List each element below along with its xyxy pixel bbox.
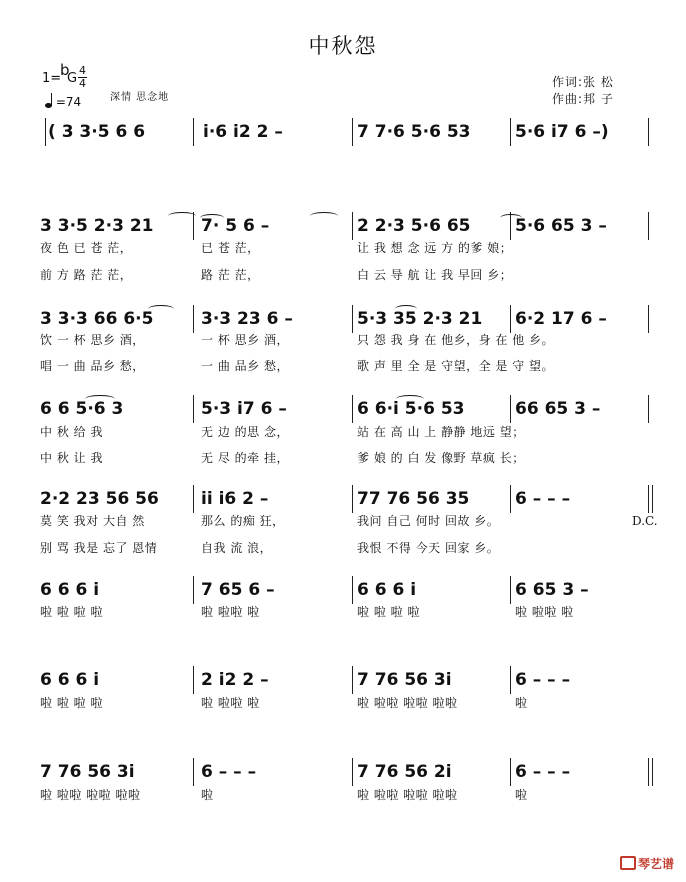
bar-line xyxy=(352,395,353,423)
bar-line xyxy=(648,758,649,786)
notation-row xyxy=(40,399,660,423)
lyric-segment: 啦 啦啦 啦 xyxy=(515,605,574,619)
bar-line xyxy=(510,118,511,146)
measure-notes: 7 76 56 3i xyxy=(357,670,452,690)
bar-line xyxy=(193,485,194,513)
notation-row xyxy=(40,670,660,694)
bar-line xyxy=(193,118,194,146)
lyric-segment: 啦 啦啦 啦啦 啦啦 xyxy=(357,788,458,802)
notation-row xyxy=(40,122,660,146)
lyric-segment: 啦 啦啦 啦 xyxy=(201,605,260,619)
measure-notes: ( 3 3·5 6 6 xyxy=(48,122,146,142)
lyric-segment: 中 秋 让 我 xyxy=(40,451,103,465)
lyric-segment: 啦 啦 啦 啦 xyxy=(357,605,420,619)
measure-notes: 2 2·3 5·6 65 xyxy=(357,216,471,236)
bar-line xyxy=(352,666,353,694)
lyric-segment: 无 边 的思 念， xyxy=(201,425,289,439)
bar-line xyxy=(352,758,353,786)
slur-mark xyxy=(168,212,196,220)
time-signature xyxy=(78,65,87,90)
key-letter: G xyxy=(67,71,78,86)
notation-row xyxy=(40,580,660,604)
measure-notes: 2 i2 2 – xyxy=(201,670,269,690)
measure-notes: 6 – – – xyxy=(201,762,257,782)
lyric-segment: 我问 自己 何时 回故 乡。 xyxy=(357,514,500,528)
measure-notes: 6·2 17 6 – xyxy=(515,309,607,329)
notation-row xyxy=(40,762,660,786)
bar-line xyxy=(510,758,511,786)
lyric-segment: 啦 啦 啦 啦 xyxy=(40,605,103,619)
measure-notes: i·6 i2 2 – xyxy=(203,122,283,142)
bar-line xyxy=(510,305,511,333)
lyric-segment: 一 杯 思乡 酒， xyxy=(201,333,289,347)
bar-line xyxy=(510,576,511,604)
expression-marking: 深情 思念地 xyxy=(110,92,170,103)
measure-notes: 6 6 6 i xyxy=(357,580,417,600)
lyric-segment: 自我 流 浪， xyxy=(201,541,273,555)
watermark-logo xyxy=(620,855,674,872)
lyric-segment: 中 秋 给 我 xyxy=(40,425,103,439)
lyric-segment: 夜 色 已 苍 茫， xyxy=(40,241,133,255)
lyric-segment: 莫 笑 我对 大自 然 xyxy=(40,514,145,528)
measure-notes: 6 6 6 i xyxy=(40,670,100,690)
bar-line xyxy=(648,485,649,513)
measure-notes: 6 6 5·6 3 xyxy=(40,399,124,419)
bar-line xyxy=(648,305,649,333)
lyric-segment: 站 在 高 山 上 静静 地远 望； xyxy=(357,425,525,439)
measure-notes: 5·3 i7 6 – xyxy=(201,399,287,419)
measure-notes: 3 3·5 2·3 21 xyxy=(40,216,154,236)
lyric-segment: 饮 一 杯 思乡 酒， xyxy=(40,333,145,347)
tempo-value: =74 xyxy=(55,95,82,109)
bar-line xyxy=(510,395,511,423)
bar-line xyxy=(510,666,511,694)
lyric-segment: 一 曲 品乡 愁， xyxy=(201,359,289,373)
time-signature-top: 4 xyxy=(79,64,86,77)
bar-line xyxy=(352,576,353,604)
notation-row xyxy=(40,489,660,513)
bar-line xyxy=(193,395,194,423)
bar-line xyxy=(352,118,353,146)
bar-line xyxy=(648,395,649,423)
measure-notes: 6 – – – xyxy=(515,762,571,782)
measure-notes: 3·3 23 6 – xyxy=(201,309,293,329)
slur-mark xyxy=(395,305,417,313)
bar-line xyxy=(352,485,353,513)
notation-row xyxy=(40,309,660,333)
lyric-segment: 啦 啦啦 啦 xyxy=(201,696,260,710)
measure-notes: 5·3 35 2·3 21 xyxy=(357,309,483,329)
measure-notes: 7 76 56 3i xyxy=(40,762,135,782)
lyric-segment: 啦 xyxy=(515,788,528,802)
measure-notes: 66 65 3 – xyxy=(515,399,601,419)
measure-notes: 2·2 23 56 56 xyxy=(40,489,159,509)
measure-notes: 3 3·3 66 6·5 xyxy=(40,309,154,329)
slur-mark xyxy=(85,395,115,403)
lyricist-credit: 作词:张 松 xyxy=(552,75,614,89)
bar-line xyxy=(652,485,653,513)
measure-notes: ii i6 2 – xyxy=(201,489,269,509)
lyric-segment: 啦 啦啦 啦啦 啦啦 xyxy=(357,696,458,710)
slur-mark xyxy=(396,395,424,403)
lyric-segment: 前 方 路 茫 茫， xyxy=(40,268,133,282)
lyric-segment: 啦 xyxy=(515,696,528,710)
measure-notes: 6 – – – xyxy=(515,489,571,509)
bar-line xyxy=(193,576,194,604)
lyric-segment: 我恨 不得 今天 回家 乡。 xyxy=(357,541,500,555)
lyric-segment: 歌 声 里 全 是 守望，全 是 守 望。 xyxy=(357,359,555,373)
measure-notes: 5·6 65 3 – xyxy=(515,216,607,236)
bar-line xyxy=(352,212,353,240)
lyric-segment: 唱 一 曲 品乡 愁， xyxy=(40,359,145,373)
measure-notes: 6 – – – xyxy=(515,670,571,690)
lyric-segment: 已 苍 茫， xyxy=(201,241,260,255)
lyric-segment: 啦 xyxy=(201,788,214,802)
logo-icon xyxy=(620,856,636,870)
measure-notes: 5·6 i7 6 –) xyxy=(515,122,609,142)
lyric-segment: 爹 娘 的 白 发 像野 草疯 长； xyxy=(357,451,525,465)
bar-line xyxy=(193,305,194,333)
lyric-segment: 啦 啦 啦 啦 xyxy=(40,696,103,710)
bar-line xyxy=(352,305,353,333)
lyric-segment: 白 云 导 航 让 我 早回 乡； xyxy=(357,268,513,282)
bar-line xyxy=(510,485,511,513)
bar-line xyxy=(45,118,46,146)
bar-line xyxy=(652,758,653,786)
lyric-segment: 啦 啦啦 啦啦 啦啦 xyxy=(40,788,141,802)
slur-mark xyxy=(200,214,224,222)
measure-notes: 7 76 56 2i xyxy=(357,762,452,782)
measure-notes: 7 7·6 5·6 53 xyxy=(357,122,471,142)
measure-notes: 77 76 56 35 xyxy=(357,489,470,509)
tempo-marking xyxy=(45,95,81,109)
watermark-text: 琴艺谱 xyxy=(638,857,675,871)
bar-line xyxy=(648,212,649,240)
bar-line xyxy=(193,666,194,694)
key-prefix: 1= xyxy=(42,71,62,86)
notation-row xyxy=(40,216,660,240)
measure-notes: 7 65 6 – xyxy=(201,580,275,600)
lyric-segment: 无 尽 的牵 挂， xyxy=(201,451,289,465)
measure-notes: 6 6·i 5·6 53 xyxy=(357,399,465,419)
quarter-note-icon xyxy=(45,103,52,108)
lyric-segment: 只 怨 我 身 在 他乡，身 在 他 乡。 xyxy=(357,333,555,347)
composer-credit: 作曲:邦 子 xyxy=(552,92,614,106)
measure-notes: 6 65 3 – xyxy=(515,580,589,600)
lyric-segment: 那么 的痴 狂， xyxy=(201,514,285,528)
time-signature-bottom: 4 xyxy=(79,77,86,90)
slur-mark xyxy=(310,212,338,220)
bar-line xyxy=(193,758,194,786)
measure-notes: 6 6 6 i xyxy=(40,580,100,600)
song-title: 中秋怨 xyxy=(308,34,378,58)
lyric-segment: 路 茫 茫， xyxy=(201,268,260,282)
dc-marking: D.C. xyxy=(632,514,658,528)
slur-mark xyxy=(148,305,174,313)
slur-mark xyxy=(500,214,522,222)
flat-sign: b xyxy=(60,61,70,79)
lyric-segment: 别 骂 我是 忘了 恩情 xyxy=(40,541,158,555)
lyric-segment: 让 我 想 念 远 方 的爹 娘； xyxy=(357,241,513,255)
bar-line xyxy=(648,118,649,146)
measure-notes: 7· 5 6 – xyxy=(201,216,270,236)
